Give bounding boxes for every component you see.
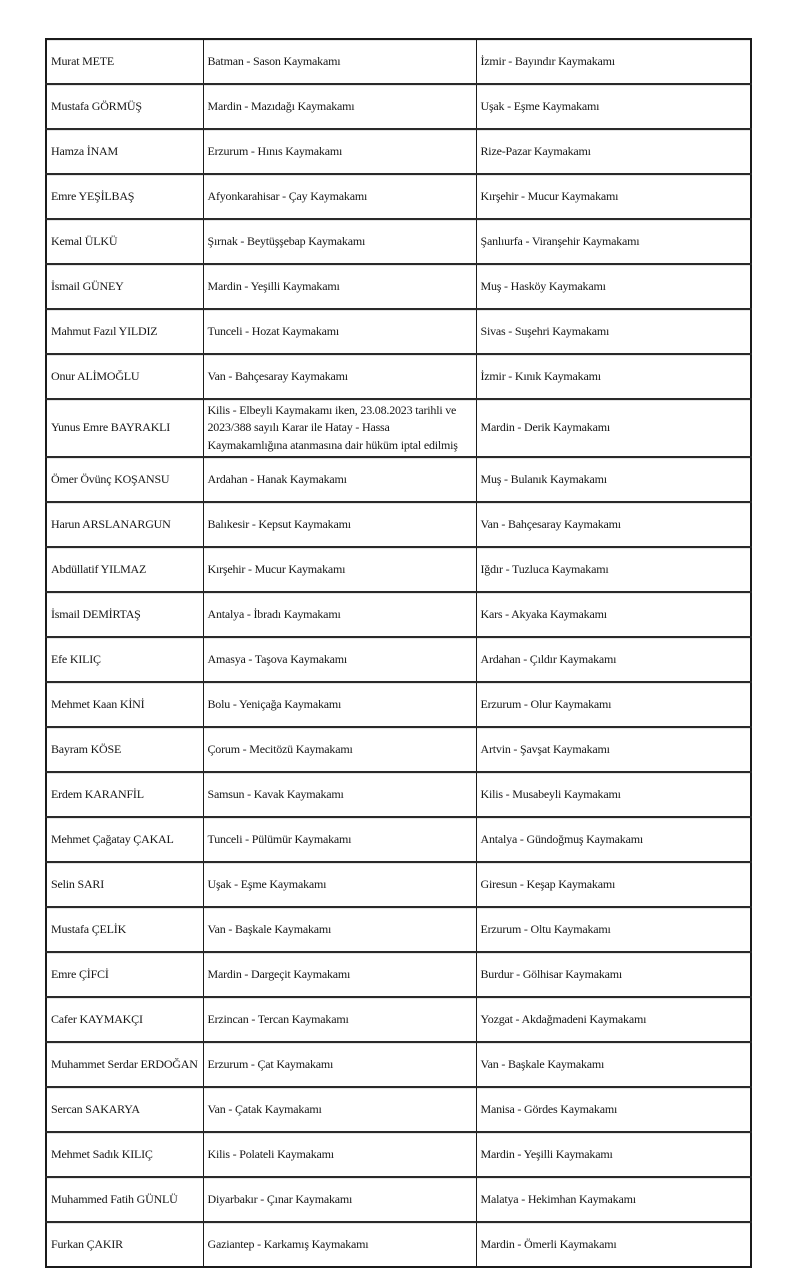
new-post-cell: Kars - Akyaka Kaymakamı bbox=[476, 592, 751, 637]
new-post-cell: Antalya - Gündoğmuş Kaymakamı bbox=[476, 817, 751, 862]
new-post-cell: Mardin - Yeşilli Kaymakamı bbox=[476, 1132, 751, 1177]
previous-post-cell: Van - Çatak Kaymakamı bbox=[203, 1087, 476, 1132]
new-post-cell: Kilis - Musabeyli Kaymakamı bbox=[476, 772, 751, 817]
table-row bbox=[46, 1132, 751, 1177]
new-post-cell: Mardin - Derik Kaymakamı bbox=[476, 399, 751, 457]
new-post-cell: Artvin - Şavşat Kaymakamı bbox=[476, 727, 751, 772]
officer-name-cell: Efe KILIÇ bbox=[46, 637, 203, 682]
table-row bbox=[46, 907, 751, 952]
table-row bbox=[46, 1042, 751, 1087]
officer-name-cell: Kemal ÜLKÜ bbox=[46, 219, 203, 264]
table-row bbox=[46, 997, 751, 1042]
previous-post-cell: Çorum - Mecitözü Kaymakamı bbox=[203, 727, 476, 772]
officer-name-cell: Yunus Emre BAYRAKLI bbox=[46, 399, 203, 457]
appointments-table bbox=[45, 38, 752, 1268]
new-post-cell: Manisa - Gördes Kaymakamı bbox=[476, 1087, 751, 1132]
table-row bbox=[46, 1087, 751, 1132]
officer-name-cell: Erdem KARANFİL bbox=[46, 772, 203, 817]
table-row bbox=[46, 354, 751, 399]
table-row bbox=[46, 309, 751, 354]
table-row bbox=[46, 952, 751, 997]
officer-name-cell: İsmail GÜNEY bbox=[46, 264, 203, 309]
new-post-cell: Van - Bahçesaray Kaymakamı bbox=[476, 502, 751, 547]
table-row bbox=[46, 264, 751, 309]
previous-post-cell: Mardin - Mazıdağı Kaymakamı bbox=[203, 84, 476, 129]
new-post-cell: Iğdır - Tuzluca Kaymakamı bbox=[476, 547, 751, 592]
officer-name-cell: Furkan ÇAKIR bbox=[46, 1222, 203, 1267]
officer-name-cell: Abdüllatif YILMAZ bbox=[46, 547, 203, 592]
table-row bbox=[46, 219, 751, 264]
table-row bbox=[46, 1177, 751, 1222]
previous-post-cell: Tunceli - Hozat Kaymakamı bbox=[203, 309, 476, 354]
table-row bbox=[46, 457, 751, 502]
new-post-cell: Şanlıurfa - Viranşehir Kaymakamı bbox=[476, 219, 751, 264]
table-row bbox=[46, 592, 751, 637]
new-post-cell: Kırşehir - Mucur Kaymakamı bbox=[476, 174, 751, 219]
officer-name-cell: İsmail DEMİRTAŞ bbox=[46, 592, 203, 637]
table-row bbox=[46, 399, 751, 457]
new-post-cell: Rize-Pazar Kaymakamı bbox=[476, 129, 751, 174]
officer-name-cell: Cafer KAYMAKÇI bbox=[46, 997, 203, 1042]
new-post-cell: Erzurum - Olur Kaymakamı bbox=[476, 682, 751, 727]
previous-post-cell: Kırşehir - Mucur Kaymakamı bbox=[203, 547, 476, 592]
officer-name-cell: Emre YEŞİLBAŞ bbox=[46, 174, 203, 219]
previous-post-cell: Samsun - Kavak Kaymakamı bbox=[203, 772, 476, 817]
officer-name-cell: Ömer Övünç KOŞANSU bbox=[46, 457, 203, 502]
new-post-cell: Giresun - Keşap Kaymakamı bbox=[476, 862, 751, 907]
previous-post-cell: Mardin - Dargeçit Kaymakamı bbox=[203, 952, 476, 997]
previous-post-cell: Van - Başkale Kaymakamı bbox=[203, 907, 476, 952]
officer-name-cell: Muhammed Fatih GÜNLÜ bbox=[46, 1177, 203, 1222]
table-row bbox=[46, 84, 751, 129]
previous-post-cell: Erzurum - Hınıs Kaymakamı bbox=[203, 129, 476, 174]
table-row bbox=[46, 1222, 751, 1267]
officer-name-cell: Mehmet Çağatay ÇAKAL bbox=[46, 817, 203, 862]
officer-name-cell: Onur ALİMOĞLU bbox=[46, 354, 203, 399]
previous-post-cell: Antalya - İbradı Kaymakamı bbox=[203, 592, 476, 637]
previous-post-cell: Diyarbakır - Çınar Kaymakamı bbox=[203, 1177, 476, 1222]
previous-post-cell: Erzincan - Tercan Kaymakamı bbox=[203, 997, 476, 1042]
previous-post-cell: Mardin - Yeşilli Kaymakamı bbox=[203, 264, 476, 309]
new-post-cell: Uşak - Eşme Kaymakamı bbox=[476, 84, 751, 129]
officer-name-cell: Emre ÇİFCİ bbox=[46, 952, 203, 997]
new-post-cell: Burdur - Gölhisar Kaymakamı bbox=[476, 952, 751, 997]
previous-post-cell: Balıkesir - Kepsut Kaymakamı bbox=[203, 502, 476, 547]
new-post-cell: Van - Başkale Kaymakamı bbox=[476, 1042, 751, 1087]
new-post-cell: Erzurum - Oltu Kaymakamı bbox=[476, 907, 751, 952]
new-post-cell: İzmir - Kınık Kaymakamı bbox=[476, 354, 751, 399]
previous-post-cell: Tunceli - Pülümür Kaymakamı bbox=[203, 817, 476, 862]
previous-post-cell: Kilis - Polateli Kaymakamı bbox=[203, 1132, 476, 1177]
new-post-cell: Sivas - Suşehri Kaymakamı bbox=[476, 309, 751, 354]
previous-post-cell: Şırnak - Beytüşşebap Kaymakamı bbox=[203, 219, 476, 264]
table-row bbox=[46, 129, 751, 174]
officer-name-cell: Mehmet Sadık KILIÇ bbox=[46, 1132, 203, 1177]
appointments-table-body bbox=[46, 39, 751, 1267]
previous-post-cell: Afyonkarahisar - Çay Kaymakamı bbox=[203, 174, 476, 219]
new-post-cell: Ardahan - Çıldır Kaymakamı bbox=[476, 637, 751, 682]
table-row bbox=[46, 817, 751, 862]
table-row bbox=[46, 772, 751, 817]
previous-post-cell: Kilis - Elbeyli Kaymakamı iken, 23.08.2023 tarihli ve 2023/388 sayılı Karar ile Hatay - Hassa Kaymakamlığına atanmasına dair hüküm iptal edilmiş bbox=[203, 399, 476, 457]
table-row bbox=[46, 682, 751, 727]
previous-post-cell: Van - Bahçesaray Kaymakamı bbox=[203, 354, 476, 399]
officer-name-cell: Selin SARI bbox=[46, 862, 203, 907]
previous-post-cell: Batman - Sason Kaymakamı bbox=[203, 39, 476, 84]
new-post-cell: Malatya - Hekimhan Kaymakamı bbox=[476, 1177, 751, 1222]
table-row bbox=[46, 727, 751, 772]
new-post-cell: Muş - Bulanık Kaymakamı bbox=[476, 457, 751, 502]
officer-name-cell: Mahmut Fazıl YILDIZ bbox=[46, 309, 203, 354]
officer-name-cell: Mustafa GÖRMÜŞ bbox=[46, 84, 203, 129]
table-row bbox=[46, 547, 751, 592]
officer-name-cell: Muhammet Serdar ERDOĞAN bbox=[46, 1042, 203, 1087]
officer-name-cell: Mehmet Kaan KİNİ bbox=[46, 682, 203, 727]
table-row bbox=[46, 39, 751, 84]
officer-name-cell: Harun ARSLANARGUN bbox=[46, 502, 203, 547]
previous-post-cell: Amasya - Taşova Kaymakamı bbox=[203, 637, 476, 682]
previous-post-cell: Ardahan - Hanak Kaymakamı bbox=[203, 457, 476, 502]
new-post-cell: Yozgat - Akdağmadeni Kaymakamı bbox=[476, 997, 751, 1042]
officer-name-cell: Bayram KÖSE bbox=[46, 727, 203, 772]
new-post-cell: Mardin - Ömerli Kaymakamı bbox=[476, 1222, 751, 1267]
table-row bbox=[46, 862, 751, 907]
previous-post-cell: Erzurum - Çat Kaymakamı bbox=[203, 1042, 476, 1087]
table-row bbox=[46, 174, 751, 219]
officer-name-cell: Hamza İNAM bbox=[46, 129, 203, 174]
table-row bbox=[46, 502, 751, 547]
officer-name-cell: Murat METE bbox=[46, 39, 203, 84]
new-post-cell: Muş - Hasköy Kaymakamı bbox=[476, 264, 751, 309]
officer-name-cell: Sercan SAKARYA bbox=[46, 1087, 203, 1132]
previous-post-cell: Bolu - Yeniçağa Kaymakamı bbox=[203, 682, 476, 727]
table-row bbox=[46, 637, 751, 682]
previous-post-cell: Gaziantep - Karkamış Kaymakamı bbox=[203, 1222, 476, 1267]
officer-name-cell: Mustafa ÇELİK bbox=[46, 907, 203, 952]
previous-post-cell: Uşak - Eşme Kaymakamı bbox=[203, 862, 476, 907]
new-post-cell: İzmir - Bayındır Kaymakamı bbox=[476, 39, 751, 84]
